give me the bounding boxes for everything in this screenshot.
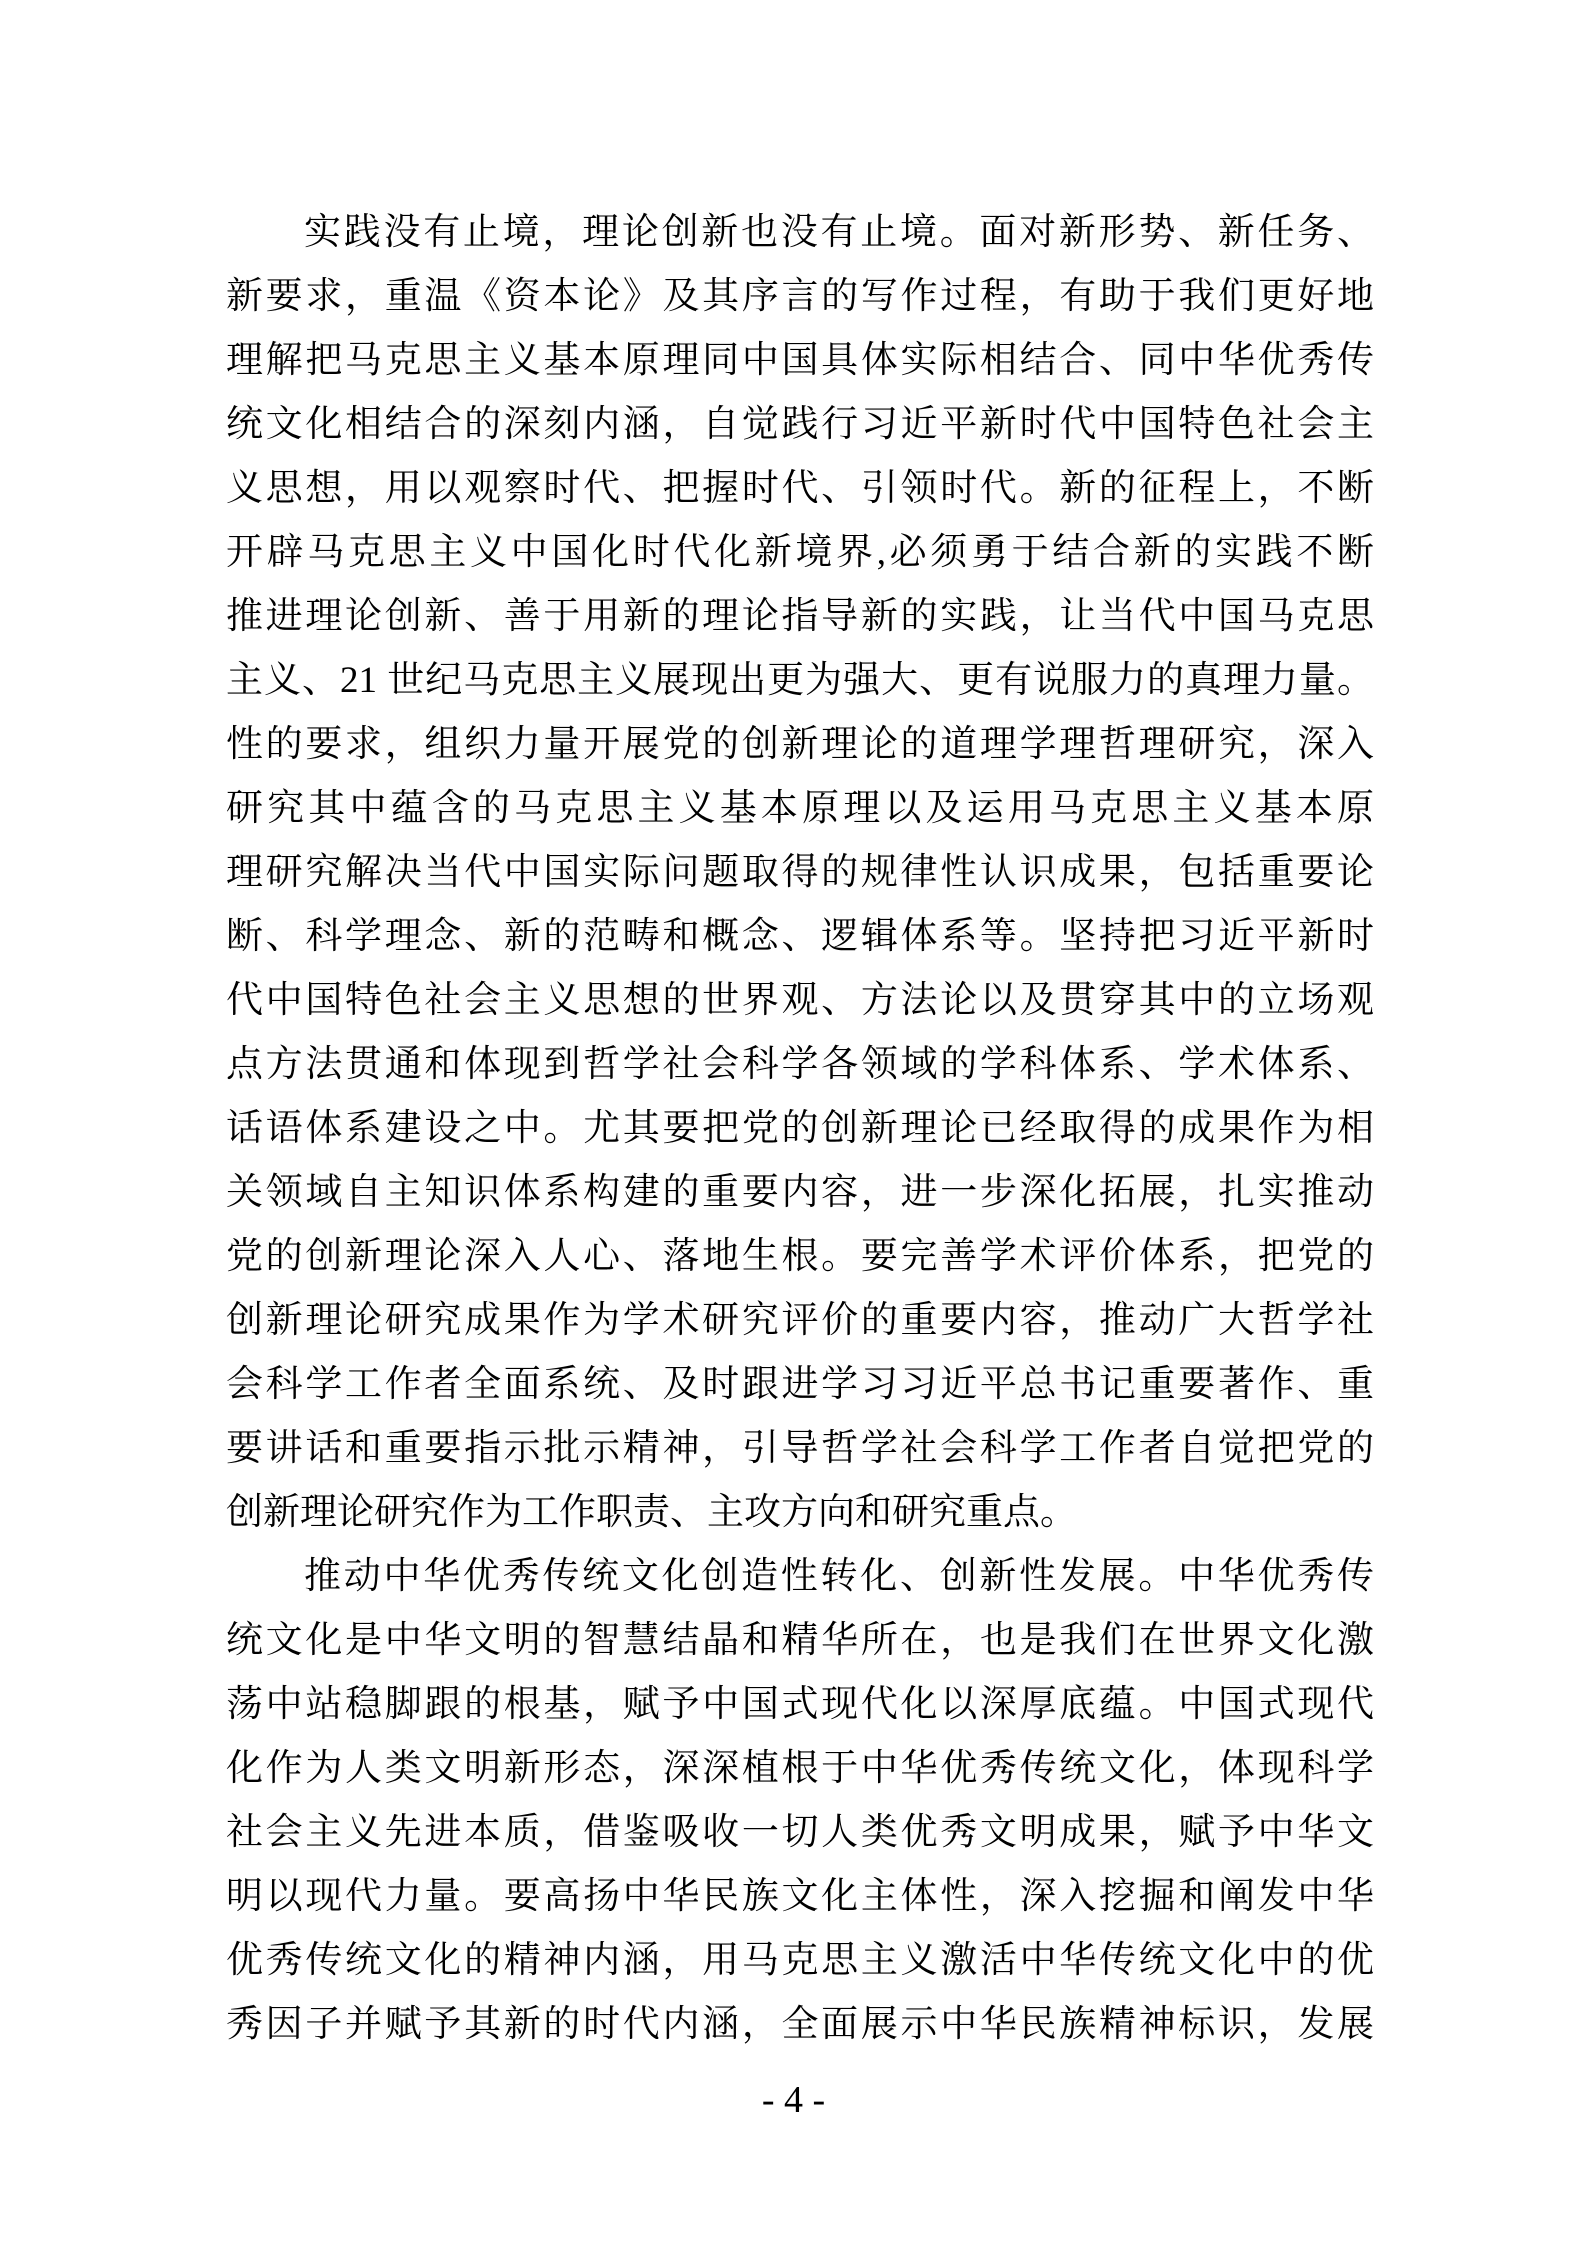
text-line: 研究其中蕴含的马克思主义基本原理以及运用马克思主义基本原 <box>226 788 1374 829</box>
text-line: 实践没有止境，理论创新也没有止境。面对新形势、新任务、 <box>304 212 1374 253</box>
text-line: 社会主义先进本质，借鉴吸收一切人类优秀文明成果，赋予中华文 <box>226 1812 1374 1853</box>
page-number: - 4 - <box>761 2079 826 2121</box>
text-line: 秀因子并赋予其新的时代内涵，全面展示中华民族精神标识，发展 <box>226 2004 1374 2045</box>
text-line: 统文化是中华文明的智慧结晶和精华所在，也是我们在世界文化激 <box>226 1620 1374 1661</box>
text-line: 推动中华优秀传统文化创造性转化、创新性发展。中华优秀传 <box>304 1556 1374 1597</box>
text-block <box>226 201 1374 2057</box>
text-line: 优秀传统文化的精神内涵，用马克思主义激活中华传统文化中的优 <box>226 1940 1374 1981</box>
text-line: 会科学工作者全面系统、及时跟进学习习近平总书记重要著作、重 <box>226 1364 1374 1405</box>
text-line: 义思想，用以观察时代、把握时代、引领时代。新的征程上，不断 <box>226 468 1374 509</box>
text-line: 性的要求，组织力量开展党的创新理论的道理学理哲理研究，深入 <box>226 724 1374 765</box>
text-line: 荡中站稳脚跟的根基，赋予中国式现代化以深厚底蕴。中国式现代 <box>226 1684 1374 1725</box>
text-line: 断、科学理念、新的范畴和概念、逻辑体系等。坚持把习近平新时 <box>226 916 1374 957</box>
text-line: 统文化相结合的深刻内涵，自觉践行习近平新时代中国特色社会主 <box>226 404 1374 445</box>
text-line: 关领域自主知识体系构建的重要内容，进一步深化拓展，扎实推动 <box>226 1172 1374 1213</box>
text-line: 创新理论研究作为工作职责、主攻方向和研究重点。 <box>226 1492 1077 1533</box>
text-line: 主义、21 世纪马克思主义展现出更为强大、更有说服力的真理力量。 <box>226 660 1374 701</box>
text-line: 话语体系建设之中。尤其要把党的创新理论已经取得的成果作为相 <box>226 1108 1374 1149</box>
text-line: 代中国特色社会主义思想的世界观、方法论以及贯穿其中的立场观 <box>226 980 1374 1021</box>
text-line: 点方法贯通和体现到哲学社会科学各领域的学科体系、学术体系、 <box>226 1044 1374 1085</box>
text-line: 党的创新理论深入人心、落地生根。要完善学术评价体系，把党的 <box>226 1236 1374 1277</box>
text-line: 新要求，重温《资本论》及其序言的写作过程，有助于我们更好地 <box>226 276 1374 317</box>
text-line: 理解把马克思主义基本原理同中国具体实际相结合、同中华优秀传 <box>226 340 1374 381</box>
text-line: 要讲话和重要指示批示精神，引导哲学社会科学工作者自觉把党的 <box>226 1428 1374 1469</box>
text-line: 推进理论创新、善于用新的理论指导新的实践，让当代中国马克思 <box>226 596 1374 637</box>
text-line: 开辟马克思主义中国化时代化新境界,必须勇于结合新的实践不断 <box>226 532 1374 573</box>
text-line: 明以现代力量。要高扬中华民族文化主体性，深入挖掘和阐发中华 <box>226 1876 1374 1917</box>
text-line: 理研究解决当代中国实际问题取得的规律性认识成果，包括重要论 <box>226 852 1374 893</box>
text-line: 化作为人类文明新形态，深深植根于中华优秀传统文化，体现科学 <box>226 1748 1374 1789</box>
text-line: 创新理论研究成果作为学术研究评价的重要内容，推动广大哲学社 <box>226 1300 1374 1341</box>
